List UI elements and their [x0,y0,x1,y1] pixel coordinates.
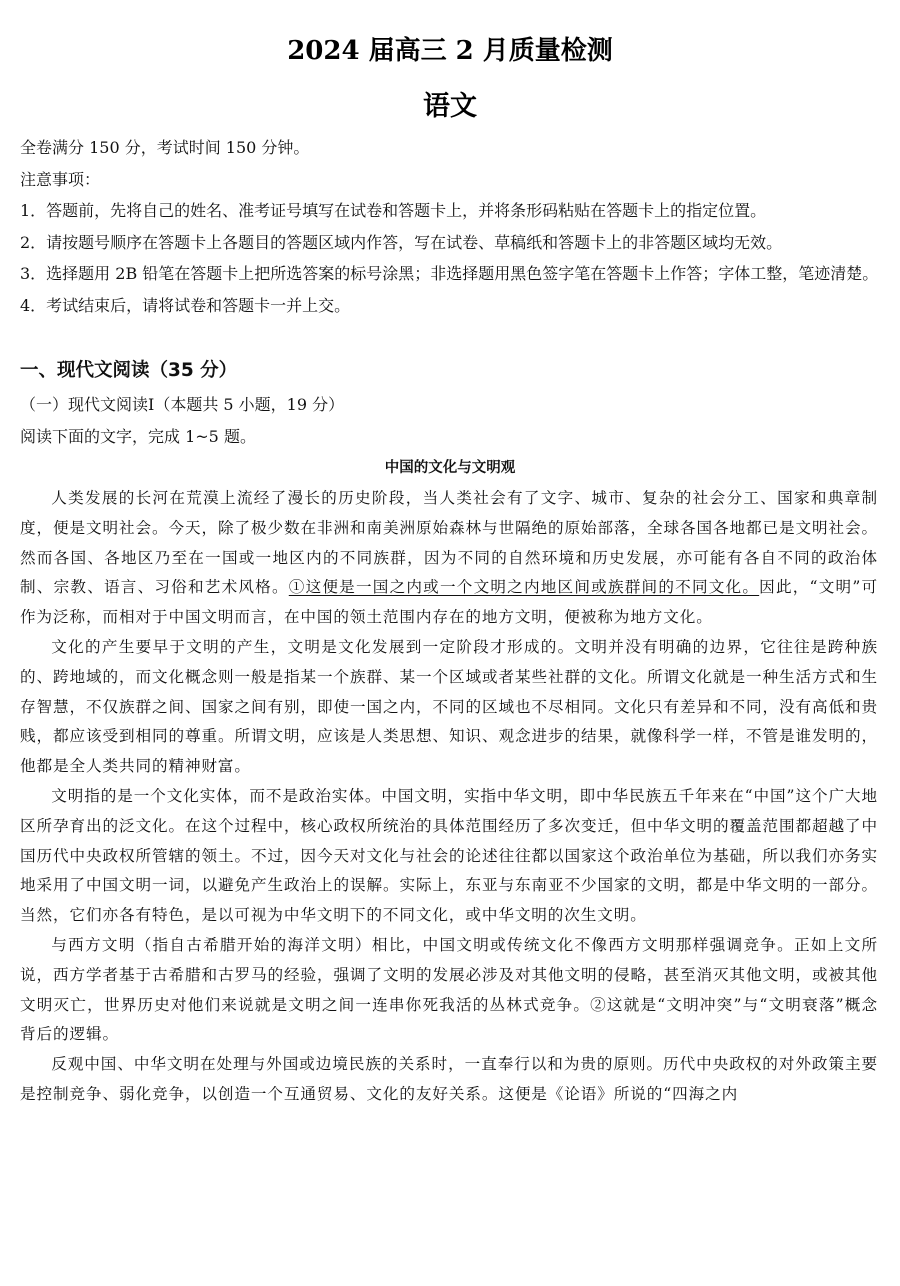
section-heading: 一、现代文阅读（35 分） [20,360,238,381]
article-body [20,484,878,1110]
paragraph-text: 人类发展的长河在荒漠上流经了漫长的历史阶段，当人类社会有了文字、城市、复杂的社会分工、国家和典章制度，便是文明社会。今天，除了极少数在非洲和南美洲原始森林与世隔绝的原始部落，全球各国各地都已是文明社会。然而各国、各地区乃至在一国或一地区内的不同族群，因为不同的自然环境和历史发展，亦可能有各自不同的政治体制、宗教、语言、习俗和艺术风格。 [20,489,878,597]
article-paragraph: 与西方文明（指自古希腊开始的海洋文明）相比，中国文明或传统文化不像西方文明那样强调竞争。正如上文所说，西方学者基于古希腊和古罗马的经验，强调了文明的发展必涉及对其他文明的侵略，甚至消灭其他文明，或被其他文明灭亡，世界历史对他们来说就是文明之间一连串你死我活的丛林式竞争。②这就是“文明冲突”与“文明衰落”概念背后的逻辑。 [20,935,878,1044]
notes-item: 2．请按题号顺序在答题卡上各题目的答题区域内作答，写在试卷、草稿纸和答题卡上的非答题区域均无效。 [20,232,783,252]
notes-heading: 注意事项： [20,169,101,189]
section-subheading: （一）现代文阅读Ⅰ（本题共 5 小题，19 分） [20,395,345,414]
article-paragraph [20,484,878,633]
reading-instruction: 阅读下面的文字，完成 1~5 题。 [20,427,256,446]
article-paragraph: 文化的产生要早于文明的产生，文明是文化发展到一定阶段才形成的。文明并没有明确的边界，它往往是跨种族的、跨地域的，而文化概念则一般是指某一个族群、某一个区域或者某些社群的文化。所谓文化就是一种生活方式和生存智慧，不仅族群之间、国家之间有别，即使一国之内，不同的区域也不尽相同。文化只有差异和不同，没有高低和贵贱，都应该受到相同的尊重。所谓文明，应该是人类思想、知识、观念进步的结果，就像科学一样，不管是谁发明的，他都是全人类共同的精神财富。 [20,637,878,776]
notes-item: 4．考试结束后，请将试卷和答题卡一并上交。 [20,295,351,315]
notes-item: 3．选择题用 2B 铅笔在答题卡上把所选答案的标号涂黑；非选择题用黑色签字笔在答题卡上作答；字体工整，笔迹清楚。 [20,264,879,283]
subject-title: 语文 [423,91,477,122]
exam-title: 2024 届高三 2 月质量检测 [287,36,613,66]
article-title: 中国的文化与文明观 [384,460,516,476]
underlined-sentence-1: ①这便是一国之内或一个文明之内地区间或族群间的不同文化。 [288,578,760,597]
paragraph-text: 因此，“文明”可作为泛称，而相对于中国文明而言，在中国的领土范围内存在的地方文明，便被称为地方文化。 [20,578,878,627]
article-paragraph: 文明指的是一个文化实体，而不是政治实体。中国文明，实指中华文明，即中华民族五千年来在“中国”这个广大地区所孕育出的泛文化。在这个过程中，核心政权所统治的具体范围经历了多次变迁，但中华文明的覆盖范围都超越了中国历代中央政权所管辖的领土。不过，因今天对文化与社会的论述往往都以国家这个政治单位为基础，所以我们亦务实地采用了中国文明一词，以避免产生政治上的误解。实际上，东亚与东南亚不少国家的文明，都是中华文明的一部分。当然，它们亦各有特色，是以可视为中华文明下的不同文化，或中华文明的次生文明。 [20,786,878,925]
article-paragraph: 反观中国、中华文明在处理与外国或边境民族的关系时，一直奉行以和为贵的原则。历代中央政权的对外政策主要是控制竞争、弱化竞争，以创造一个互通贸易、文化的友好关系。这便是《论语》所说的“四海之内 [20,1055,878,1103]
score-time-line: 全卷满分 150 分，考试时间 150 分钟。 [20,138,310,157]
exam-notes [20,132,880,321]
notes-item: 1．答题前，先将自己的姓名、准考证号填写在试卷和答题卡上，并将条形码粘贴在答题卡上的指定位置。 [20,201,767,220]
